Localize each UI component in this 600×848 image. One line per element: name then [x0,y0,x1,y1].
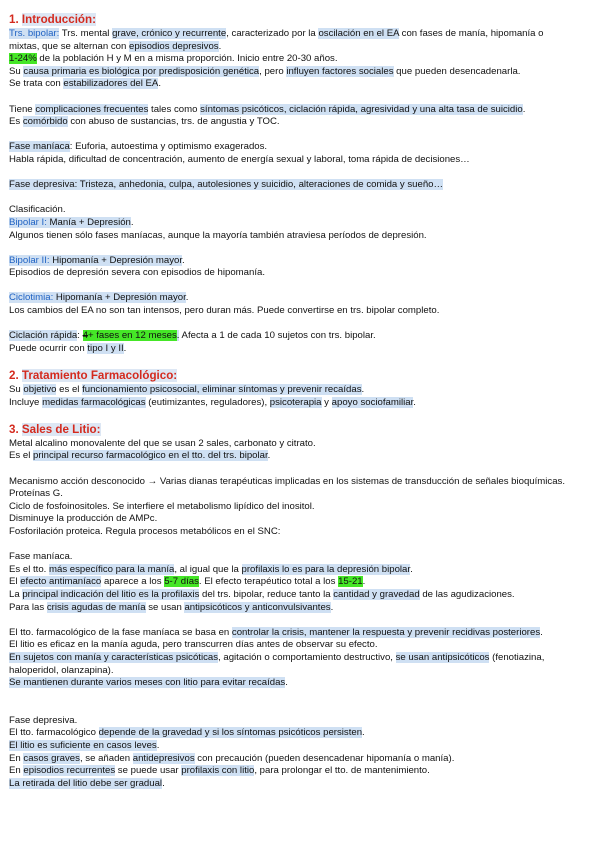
text-run: se puede usar [115,765,182,777]
section-title: Introducción: [21,13,96,26]
text-line [9,116,591,129]
text-line [9,778,591,791]
text-run: de las agudizaciones. [419,588,515,600]
section-heading [9,422,591,438]
text-run: Algunos tienen sólo fases maníacas, aunque la mayoría también atraviesa períodos de depresión. [9,229,427,241]
text-run: La [9,588,23,600]
highlighted-text: principal recurso farmacológico en el tto. del trs. bipolar [33,450,268,462]
blank-line [9,167,591,180]
highlighted-text: 1-24% [9,53,37,65]
highlighted-text: : Tristeza, anhedonia, culpa, autolesiones y suicidio, alteraciones de comida y sueño… [74,179,444,191]
text-line [9,501,591,514]
section-title: Tratamiento Farmacológico: [21,369,178,383]
blank-line [9,409,591,422]
blank-line [9,702,591,715]
text-line [9,53,591,66]
text-run: con fases de manía, hipomanía o [398,28,544,39]
text-run: Los cambios del EA no son tan intensos, pero duran más. Puede convertirse en trs. bipolar completo. [9,305,440,317]
section-heading [9,368,591,384]
text-run: . [540,626,543,638]
text-line [9,627,591,640]
text-run: . [330,601,334,613]
text-run: y [321,396,332,408]
highlighted-text: comórbido [22,116,68,128]
blank-line [9,539,591,552]
text-run: con abuso de sustancias, trs. de angustia y TOC. [67,116,280,128]
text-run: El tto. farmacológico de la fase maníaca se basa en [9,626,232,638]
text-line [9,564,591,577]
highlighted-text: Manía + Depresión [46,216,131,228]
highlighted-text: episodios depresivos [129,40,219,52]
text-run: Es el tto. [9,563,49,575]
text-run: . El efecto terapéutico total a los [198,576,339,588]
text-run: El litio es eficaz en la manía aguda, pero transcurren días antes de observar su efecto. [9,639,378,651]
blank-line [9,280,591,293]
text-run: En [9,765,24,777]
text-run: Su [9,384,24,396]
text-run: del trs. bipolar, reduce tanto la [199,588,334,600]
blank-line [9,242,591,255]
section-number: 2. [9,369,22,383]
highlighted-text: Fase depresiva [9,179,75,191]
text-run: haloperidol, olanzapina). [9,664,114,676]
highlighted-text: 5-7 días [164,576,199,588]
text-run: Metal alcalino monovalente del que se usan 2 sales, carbonato y citrato. [9,437,316,449]
highlighted-text: Ciclación rápida [9,330,78,342]
text-run: . [123,342,127,354]
highlighted-text: profilaxis lo es para la depresión bipolar [241,563,411,575]
text-run: Fase depresiva. [9,714,78,726]
highlighted-text: Bipolar I: [9,216,47,228]
text-run: (fenotiazina, [489,651,545,663]
highlighted-text: episodios recurrentes [23,765,116,777]
text-line [9,204,591,217]
highlighted-text: Fase maníaca [9,141,70,153]
text-run: Disminuye la producción de AMPc. [9,513,158,525]
section-heading [9,12,591,28]
text-run: Mecanismo acción desconocido → Varias dianas terapéuticas implicadas en los sistemas de transducción de señales bioquímicas. [9,475,566,487]
text-run: (eutimizantes, reguladores), [145,396,270,408]
text-line [9,267,591,280]
text-line [9,677,591,690]
section-number: 1. [9,13,22,26]
text-run: aparece a los [101,576,165,588]
highlighted-text: 4 [82,330,88,342]
text-run: . [362,576,366,588]
blank-line [9,463,591,476]
blank-line [9,690,591,703]
text-run: . [130,216,134,228]
text-run: Incluye [9,396,43,408]
text-line [9,551,591,564]
blank-line [9,192,591,205]
text-line [9,154,591,167]
text-run: Es el [9,450,33,462]
text-run: . [361,384,365,396]
text-run: Puede ocurrir con [9,342,88,354]
text-line [9,343,591,356]
text-run: Habla rápida, dificultad de concentración, aumento de energía sexual y laboral, toma rápida de decisiones… [9,153,470,165]
highlighted-text: Hipomanía + Depresión mayor [53,292,186,304]
text-run: es el [56,384,83,396]
text-run: : [77,330,83,342]
text-line [9,78,591,91]
text-line [9,66,591,79]
text-line [9,217,591,230]
text-run: de la población H y M en a misma proporción. Inicio entre 20-30 años. [36,53,338,65]
text-line [9,639,591,652]
text-line [9,589,591,602]
blank-line [9,318,591,331]
text-run: Fase maníaca. [9,551,73,563]
text-line [9,765,591,778]
text-line [9,438,591,451]
highlighted-text: psicoterapia [269,396,322,408]
text-line [9,305,591,318]
text-line [9,665,591,678]
text-line [9,727,591,740]
text-line [9,230,591,243]
text-line [9,292,591,305]
highlighted-text: Hipomanía + Depresión mayor [49,254,183,266]
text-run: , se añaden [79,752,133,764]
highlighted-text: síntomas psicóticos, ciclación rápida, agresividad y una alta tasa de suicidio [200,103,523,115]
highlighted-text: Se mantienen durante varios meses con litio para evitar recaídas [9,677,286,689]
text-line [9,652,591,665]
text-run: Episodios de depresión severa con episodios de hipomanía. [9,267,266,279]
text-line [9,397,591,410]
highlighted-text: . [176,330,180,342]
text-line [9,384,591,397]
text-line [9,141,591,154]
section-number: 3. [9,422,22,436]
highlighted-text: antidepresivos [132,752,195,764]
text-run: con precaución (pueden desencadenar hipomanía o manía). [194,752,455,764]
text-run: . [267,450,271,462]
blank-line [9,129,591,142]
highlighted-text: funcionamiento psicosocial, eliminar síntomas y prevenir recaídas [82,384,362,396]
text-run: Clasificación. [9,204,66,216]
highlighted-text: apoyo sociofamiliar [331,396,414,408]
highlighted-text: se usan antipsicóticos [395,651,490,663]
highlighted-text: oscilación en el EA [318,28,399,39]
highlighted-text: Bipolar II: [9,254,50,266]
text-run: Fosforilación proteica. Regula procesos metabólicos en el SNC: [9,525,281,537]
highlighted-text: La retirada del litio debe ser gradual [9,777,163,789]
text-run: tales como [148,103,201,115]
blank-line [9,91,591,104]
highlighted-text: grave, crónico y recurrente [112,28,227,39]
text-run: Afecta a 1 de cada 10 sujetos con trs. bipolar. [179,330,376,342]
text-run: mixtas, que se alternan con [9,40,129,52]
text-line [9,28,591,41]
text-run: El tto. farmacológico [9,727,99,739]
text-run: . [158,78,162,90]
highlighted-text: crisis agudas de manía [46,601,146,613]
highlighted-text: Ciclotimia: [9,292,54,304]
text-run: . [285,677,288,689]
text-line [9,526,591,539]
highlighted-text: Trs. bipolar: [9,28,60,39]
text-run: Es [9,116,23,128]
text-run: . [522,103,526,115]
text-run: Tiene [9,103,36,115]
highlighted-text: controlar la crisis, mantener la respuesta y prevenir recidivas posteriores [231,626,541,638]
highlighted-text: casos graves [23,752,80,764]
highlighted-text: 15-21 [338,576,363,588]
text-line [9,715,591,728]
section-title: Sales de Litio: [21,422,101,436]
text-run: Para las [9,601,47,613]
text-run: , pero [259,65,287,77]
highlighted-text: tipo I y II [87,342,124,354]
highlighted-text: El litio es suficiente en casos leves [9,740,157,752]
text-run: Trs. mental [59,28,113,39]
text-line [9,576,591,589]
text-run: , al igual que la [174,563,242,575]
highlighted-text: En sujetos con manía y características psicóticas [9,651,219,663]
text-line [9,513,591,526]
text-run: . [410,563,413,575]
text-run: . [182,254,185,266]
highlighted-text: causa primaria es biológica por predisposición genética [23,65,260,77]
highlighted-text: efecto antimaníaco [20,576,102,588]
text-line [9,330,591,343]
text-run: . [156,740,160,752]
highlighted-text: depende de la gravedad y si los síntomas psicóticos persisten [98,727,363,739]
text-line [9,476,591,489]
text-line [9,740,591,753]
highlighted-text: estabilizadores del EA [63,78,159,90]
highlighted-text: complicaciones frecuentes [35,103,149,115]
highlighted-text: medidas farmacológicas [42,396,146,408]
text-run: : Euforia, autoestima y optimismo exagerados. [69,141,268,153]
highlighted-text: profilaxis con litio [181,765,255,777]
text-line [9,179,591,192]
text-run: . [218,40,222,52]
text-run: . [162,777,165,789]
text-run: . [185,292,189,304]
highlighted-text: + fases en 12 meses [87,330,177,342]
text-run: El [9,576,21,588]
text-line [9,488,591,501]
text-line [9,753,591,766]
highlighted-text: influyen factores sociales [286,65,394,77]
text-run: que pueden desencadenarla. [393,65,521,77]
text-run: . [362,727,365,739]
text-line [9,41,591,54]
text-run: , para prolongar el tto. de mantenimiento. [254,765,430,777]
text-line [9,104,591,117]
text-run: En [9,752,24,764]
text-run: se usan [145,601,185,613]
text-run: , agitación o comportamiento destructivo, [218,651,396,663]
highlighted-text: antipsicóticos y anticonvulsivantes [184,601,331,613]
text-run: , caracterizado por la [226,28,319,39]
text-line [9,450,591,463]
highlighted-text: objetivo [23,384,57,396]
blank-line [9,614,591,627]
text-run: Su [9,65,24,77]
blank-line [9,355,591,368]
text-line [9,602,591,615]
text-run: Proteínas G. [9,488,63,500]
text-line [9,255,591,268]
highlighted-text: cantidad y gravedad [333,588,420,600]
text-run: Ciclo de fosfoinositoles. Se interfiere el metabolismo lipídico del inositol. [9,500,315,512]
highlighted-text: principal indicación del litio es la profilaxis [22,588,200,600]
text-run: . [413,396,416,408]
text-run: Se trata con [9,78,64,90]
highlighted-text: más específico para la manía [49,563,175,575]
